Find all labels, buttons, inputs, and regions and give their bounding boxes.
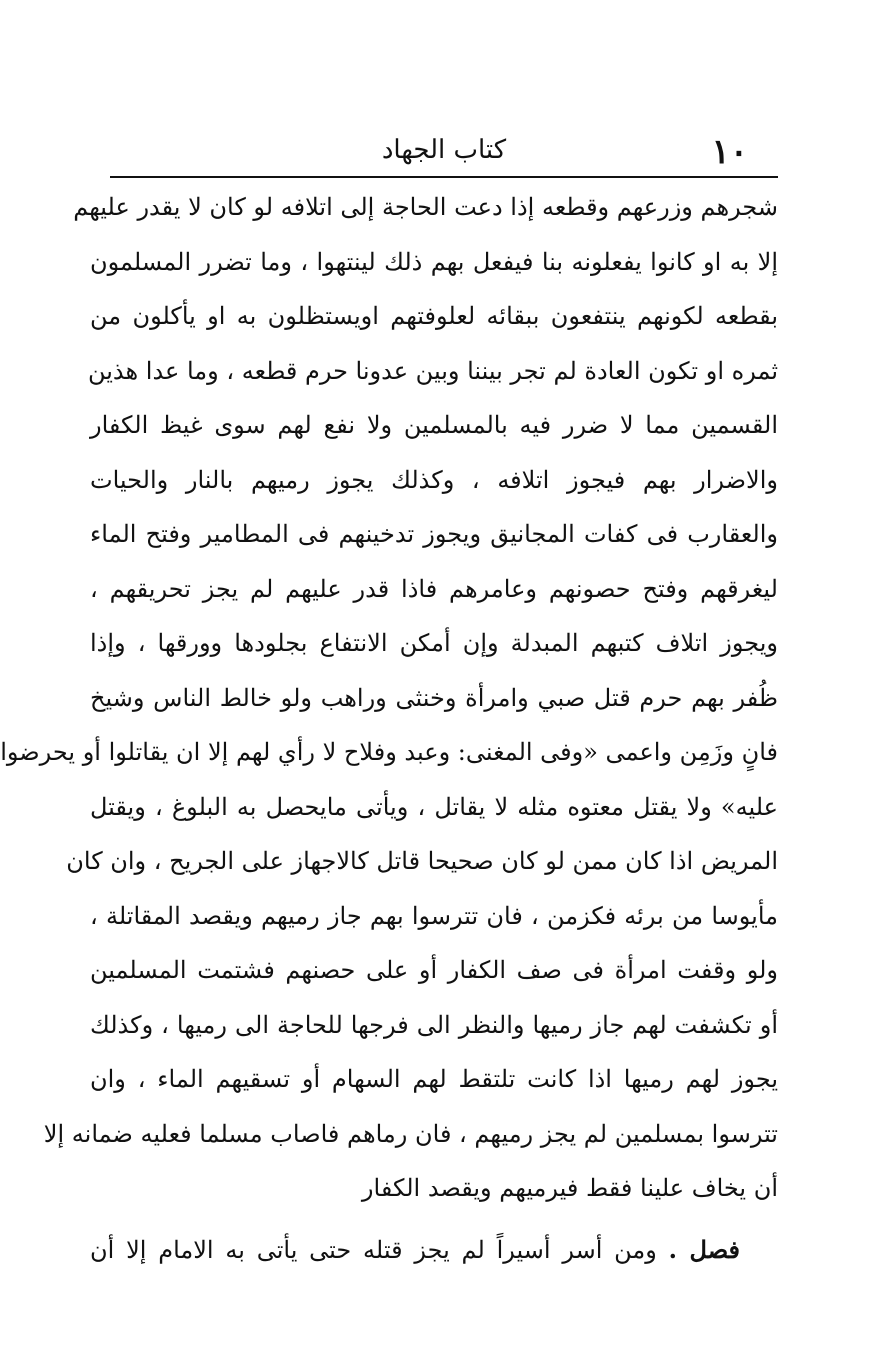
text-line: مأيوسا من برئه فكزمن ، فان تترسوا بهم جاز رميهم ويقصد المقاتلة ، <box>90 901 778 930</box>
text-line: بقطعه لكونهم ينتفعون ببقائه لعلوفتهم اويستظلون به او يأكلون من <box>90 302 778 330</box>
text-line: فانٍ وزَمِن واعمى «وفى المغنى: وعبد وفلاح لا رأي لهم إلا ان يقاتلوا أو يحرضوا <box>0 738 778 766</box>
text-line: ليغرقهم وفتح حصونهم وعامرهم فاذا قدر عليهم لم يجز تحريقهم ، <box>90 574 778 603</box>
text-line: ظُفر بهم حرم قتل صبي وامرأة وخنثى وراهب ولو خالط الناس وشيخ <box>90 683 778 712</box>
text-line: ثمره او تكون العادة لم تجر بيننا وبين عدونا حرم قطعه ، وما عدا هذين <box>87 356 778 385</box>
text-line: عليه» ولا يقتل معتوه مثله لا يقاتل ، ويأتى مايحصل به البلوغ ، ويقتل <box>90 792 778 821</box>
page-number: ١٠ <box>711 132 748 172</box>
section-paragraph <box>90 1222 740 1278</box>
header-rule <box>110 176 778 178</box>
text-line: أو تكشفت لهم جاز رميها والنظر الى فرجها للحاجة الى رميها ، وكذلك <box>90 1010 778 1039</box>
text-line: القسمين مما لا ضرر فيه بالمسلمين ولا نفع لهم سوى غيظ الكفار <box>90 411 778 439</box>
text-line: إلا به او كانوا يفعلونه بنا فيفعل بهم ذلك لينتهوا ، وما تضرر المسلمون <box>90 247 778 276</box>
text-line: المريض اذا كان ممن لو كان صحيحا قاتل كالاجهاز على الجريح ، وان كان <box>66 847 778 875</box>
body-text <box>0 180 779 1216</box>
section-label: فصل . <box>668 1235 740 1264</box>
text-line: والاضرار بهم فيجوز اتلافه ، وكذلك يجوز رميهم بالنار والحيات <box>90 465 778 494</box>
book-title: كتاب الجهاد <box>381 135 507 165</box>
text-line: أن يخاف علينا فقط فيرميهم ويقصد الكفار <box>361 1174 778 1202</box>
text-line: يجوز لهم رميها اذا كانت تلتقط لهم السهام أو تسقيهم الماء ، وان <box>90 1065 778 1093</box>
text-line: والعقارب فى كفات المجانيق ويجوز تدخينهم فى المطامير وفتح الماء <box>90 520 779 548</box>
text-line: ويجوز اتلاف كتبهم المبدلة وإن أمكن الانتفاع بجلودها وورقها ، وإذا <box>90 629 778 657</box>
running-head <box>110 120 778 170</box>
text-line: تترسوا بمسلمين لم يجز رميهم ، فان رماهم فاصاب مسلما فعليه ضمانه إلا <box>43 1119 778 1148</box>
text-line: ولو وقفت امرأة فى صف الكفار أو على حصنهم فشتمت المسلمين <box>90 956 778 984</box>
text-line: شجرهم وزرعهم وقطعه إذا دعت الحاجة إلى اتلافه لو كان لا يقدر عليهم <box>73 193 778 221</box>
section-text: ومن أسر أسيراً لم يجز قتله حتى يأتى به الامام إلا أن <box>90 1236 657 1264</box>
